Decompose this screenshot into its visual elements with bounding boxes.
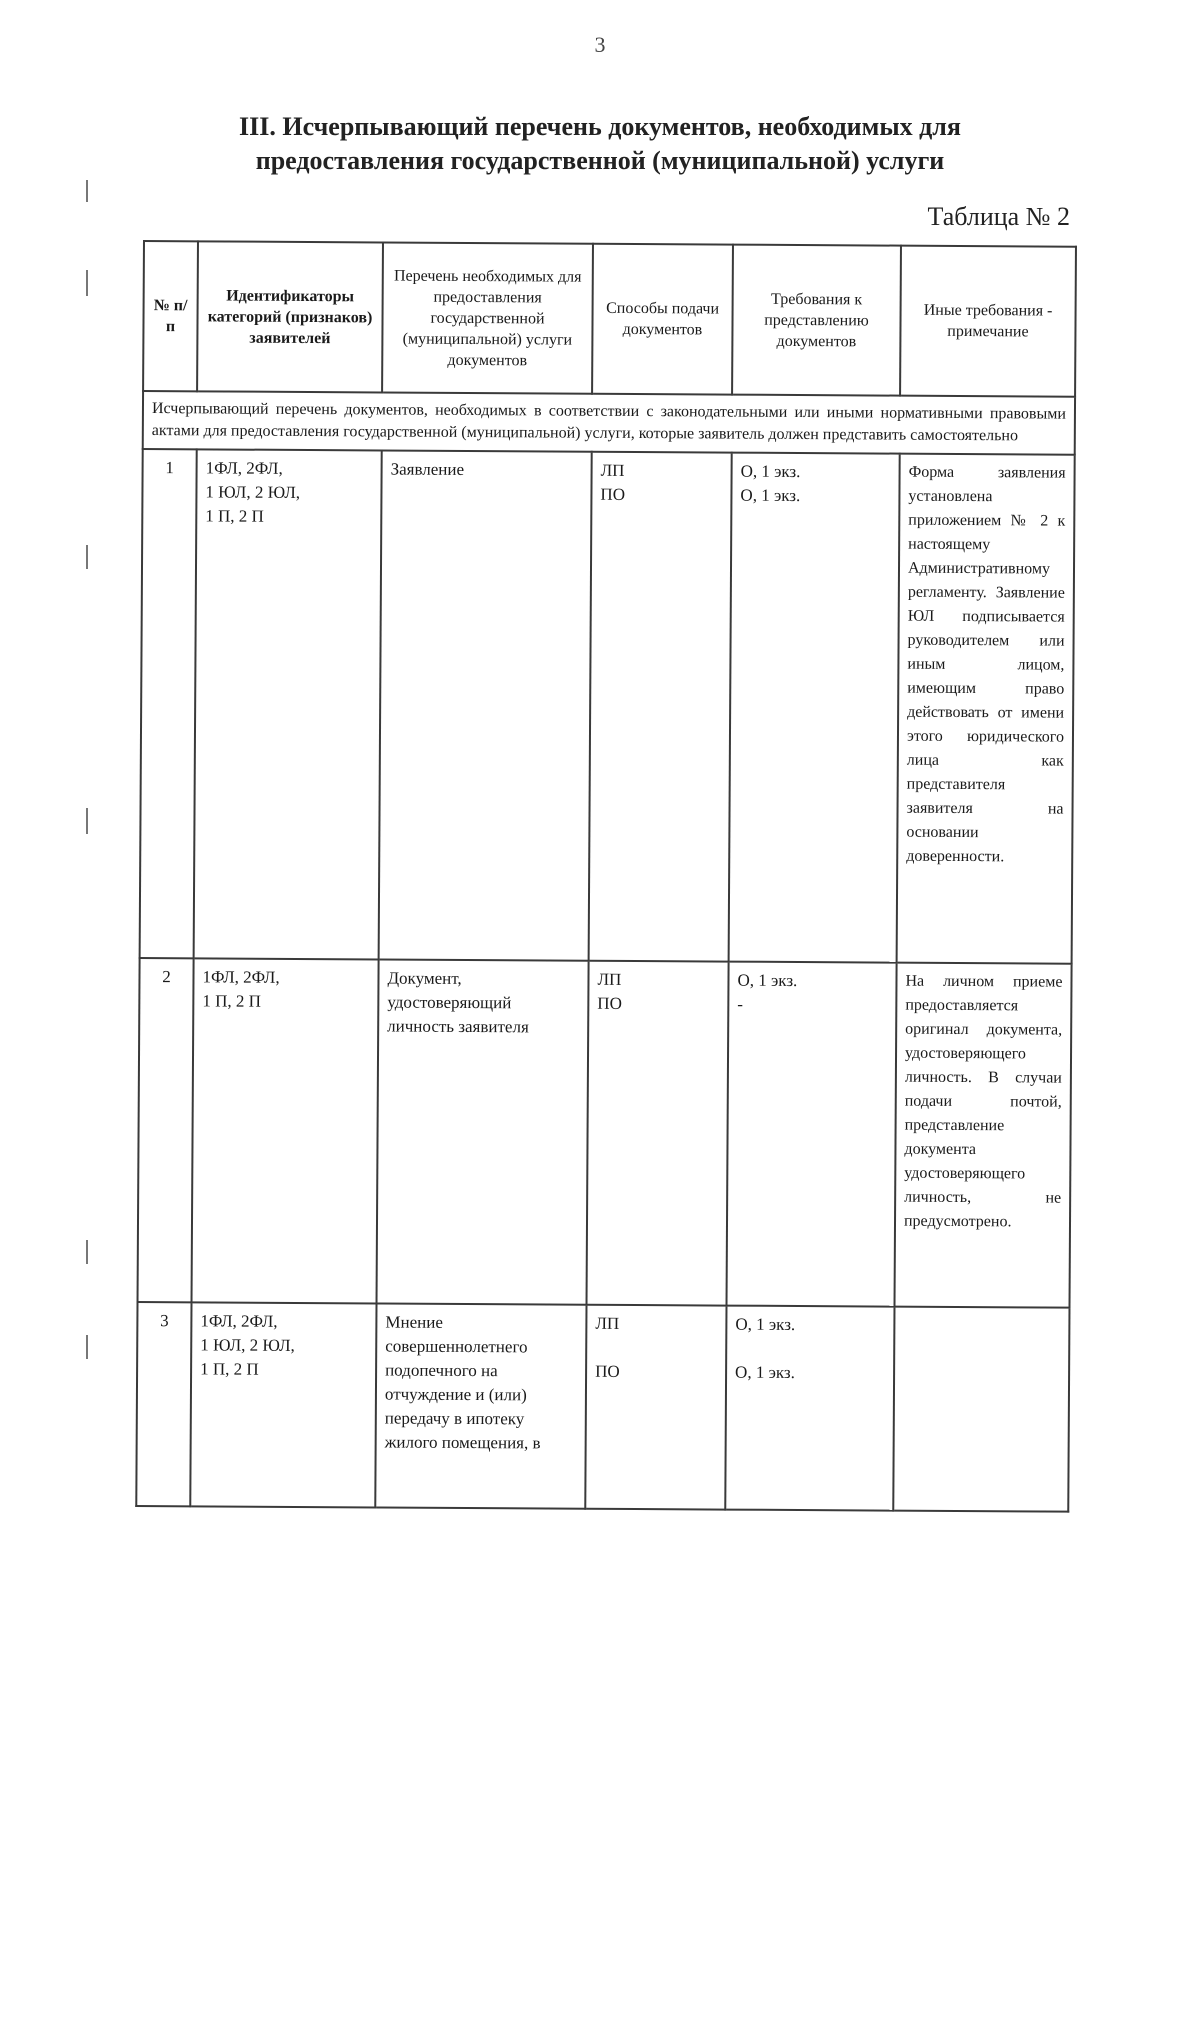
table-row bbox=[140, 449, 1075, 964]
table-row bbox=[138, 958, 1072, 1308]
row-requirements-cell: О, 1 экз. О, 1 экз. bbox=[725, 1306, 894, 1511]
documents-table bbox=[135, 240, 1077, 1513]
row-methods-cell: ЛП ПО bbox=[589, 452, 732, 962]
page-number: 3 bbox=[594, 32, 606, 57]
header-cell-categories: Идентификаторы категорий (признаков) заявителей bbox=[197, 241, 383, 392]
scan-mark bbox=[86, 545, 88, 569]
table-row bbox=[136, 1302, 1069, 1512]
header-cell-documents: Перечень необходимых для предоставления государственной (муниципальной) услуги документов bbox=[382, 242, 593, 393]
row-requirements-cell: О, 1 экз. - bbox=[727, 962, 897, 1307]
scan-mark bbox=[86, 808, 88, 834]
row-number-cell: 1 bbox=[140, 449, 197, 958]
scan-mark bbox=[86, 180, 88, 202]
header-cell-requirements: Требования к представлению документов bbox=[732, 245, 901, 396]
row-notes-cell bbox=[893, 1307, 1069, 1512]
row-number-cell: 2 bbox=[138, 958, 194, 1302]
header-cell-notes: Иные требования - примечание bbox=[900, 246, 1076, 397]
section-heading-line-1: III. Исчерпывающий перечень документов, необходимых для bbox=[239, 112, 961, 141]
row-methods-cell: ЛП ПО bbox=[585, 1305, 726, 1510]
row-document-cell: Заявление bbox=[379, 450, 592, 960]
scan-mark bbox=[86, 1335, 88, 1359]
scan-mark bbox=[86, 1240, 88, 1264]
row-notes-cell: На личном приеме предоставляется оригинал документа, удостоверяющего личность. В случаи подачи почтой, представление документа удостоверяющего личность, не предусмотрено. bbox=[894, 963, 1071, 1308]
header-cell-methods: Способы подачи документов bbox=[592, 244, 733, 395]
table-caption: Таблица № 2 bbox=[927, 202, 1070, 231]
row-categories-cell: 1ФЛ, 2ФЛ, 1 ЮЛ, 2 ЮЛ, 1 П, 2 П bbox=[190, 1302, 376, 1507]
section-heading-line-2: предоставления государственной (муниципальной) услуги bbox=[255, 146, 945, 175]
row-number-cell: 3 bbox=[136, 1302, 191, 1506]
scan-mark bbox=[86, 270, 88, 296]
table-header-row bbox=[143, 241, 1076, 397]
section-heading bbox=[190, 110, 1010, 178]
row-categories-cell: 1ФЛ, 2ФЛ, 1 П, 2 П bbox=[192, 958, 379, 1303]
section-title-cell: Исчерпывающий перечень документов, необходимых в соответствии с законодательными или иными нормативными правовыми актами для предоставления государственной (муниципальной) услуги, которые заявитель должен представить самостоятельно bbox=[143, 391, 1075, 455]
row-notes-cell: Форма заявления установлена приложением № 2 к настоящему Административному регламенту. Заявление ЮЛ подписывается руководителем или иным лицом, имеющим право действовать от имени этого юридического лица как представителя заявителя на основании доверенности. bbox=[897, 454, 1075, 964]
header-cell-number: № п/п bbox=[143, 241, 198, 391]
row-document-cell: Документ, удостоверяющий личность заявителя bbox=[377, 959, 589, 1304]
row-categories-cell: 1ФЛ, 2ФЛ, 1 ЮЛ, 2 ЮЛ, 1 П, 2 П bbox=[194, 449, 382, 959]
row-requirements-cell: О, 1 экз. О, 1 экз. bbox=[729, 453, 900, 963]
row-methods-cell: ЛП ПО bbox=[587, 961, 729, 1306]
row-document-cell: Мнение совершеннолетнего подопечного на отчуждение и (или) передачу в ипотеку жилого помещения, в bbox=[375, 1303, 586, 1508]
section-title-row bbox=[143, 391, 1075, 455]
